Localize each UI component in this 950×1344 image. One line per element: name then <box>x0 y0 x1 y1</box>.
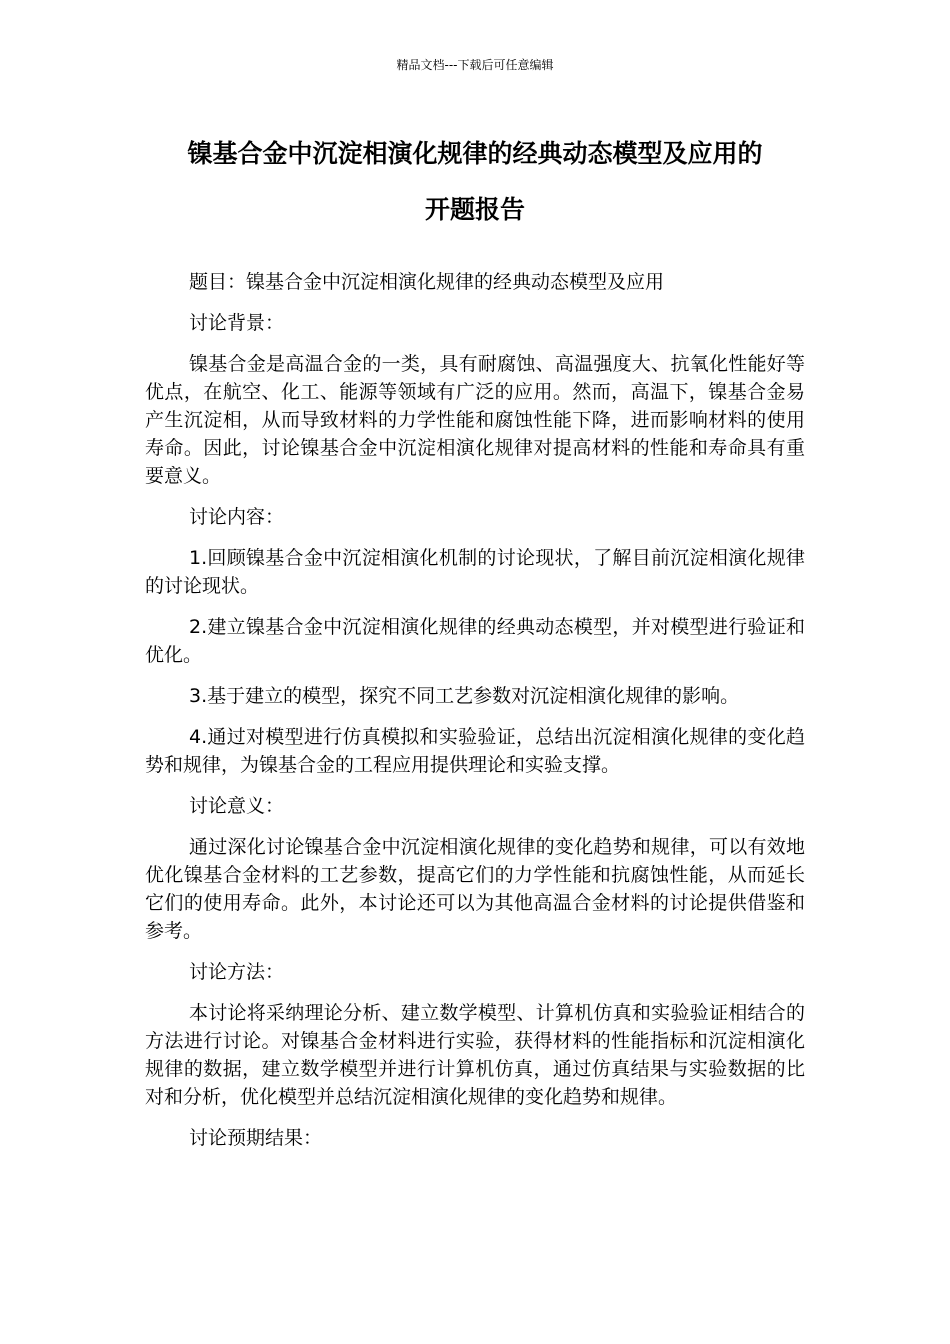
content-item-1: 1.回顾镍基合金中沉淀相演化机制的讨论现状，了解目前沉淀相演化规律的讨论现状。 <box>145 547 805 597</box>
section-heading-background: 讨论背景： <box>189 312 285 334</box>
section-heading-significance: 讨论意义： <box>189 795 285 817</box>
document-title-line-1: 镍基合金中沉淀相演化规律的经典动态模型及应用的 <box>187 139 763 168</box>
section-heading-method: 讨论方法： <box>189 961 285 983</box>
background-paragraph: 镍基合金是高温合金的一类，具有耐腐蚀、高温强度大、抗氧化性能好等优点，在航空、化工、能源等领域有广泛的应用。然而，高温下，镍基合金易产生沉淀相，从而导致材料的力学性能和腐蚀性能下降，进而影响材料的使用寿命。因此，讨论镍基合金中沉淀相演化规律对提高材料的性能和寿命具有重要意义。 <box>145 353 805 487</box>
content-item-2: 2.建立镍基合金中沉淀相演化规律的经典动态模型，并对模型进行验证和优化。 <box>145 616 805 666</box>
topic-line: 题目：镍基合金中沉淀相演化规律的经典动态模型及应用 <box>189 271 665 293</box>
section-heading-expected-results: 讨论预期结果： <box>189 1127 323 1149</box>
document-body <box>145 268 805 1165</box>
significance-paragraph: 通过深化讨论镍基合金中沉淀相演化规律的变化趋势和规律，可以有效地优化镍基合金材料的工艺参数，提高它们的力学性能和抗腐蚀性能，从而延长它们的使用寿命。此外，本讨论还可以为其他高温合金材料的讨论提供借鉴和参考。 <box>145 836 805 942</box>
page-header-note: 精品文档---下载后可任意编辑 <box>396 58 554 72</box>
method-paragraph: 本讨论将采纳理论分析、建立数学模型、计算机仿真和实验验证相结合的方法进行讨论。对镍基合金材料进行实验，获得材料的性能指标和沉淀相演化规律的数据，建立数学模型并进行计算机仿真，通过仿真结果与实验数据的比对和分析，优化模型并总结沉淀相演化规律的变化趋势和规律。 <box>145 1002 805 1108</box>
document-title-line-2: 开题报告 <box>424 195 525 224</box>
content-item-4: 4.通过对模型进行仿真模拟和实验验证，总结出沉淀相演化规律的变化趋势和规律，为镍基合金的工程应用提供理论和实验支撑。 <box>145 726 805 776</box>
section-heading-content: 讨论内容： <box>189 506 285 528</box>
content-item-3: 3.基于建立的模型，探究不同工艺参数对沉淀相演化规律的影响。 <box>189 685 740 707</box>
